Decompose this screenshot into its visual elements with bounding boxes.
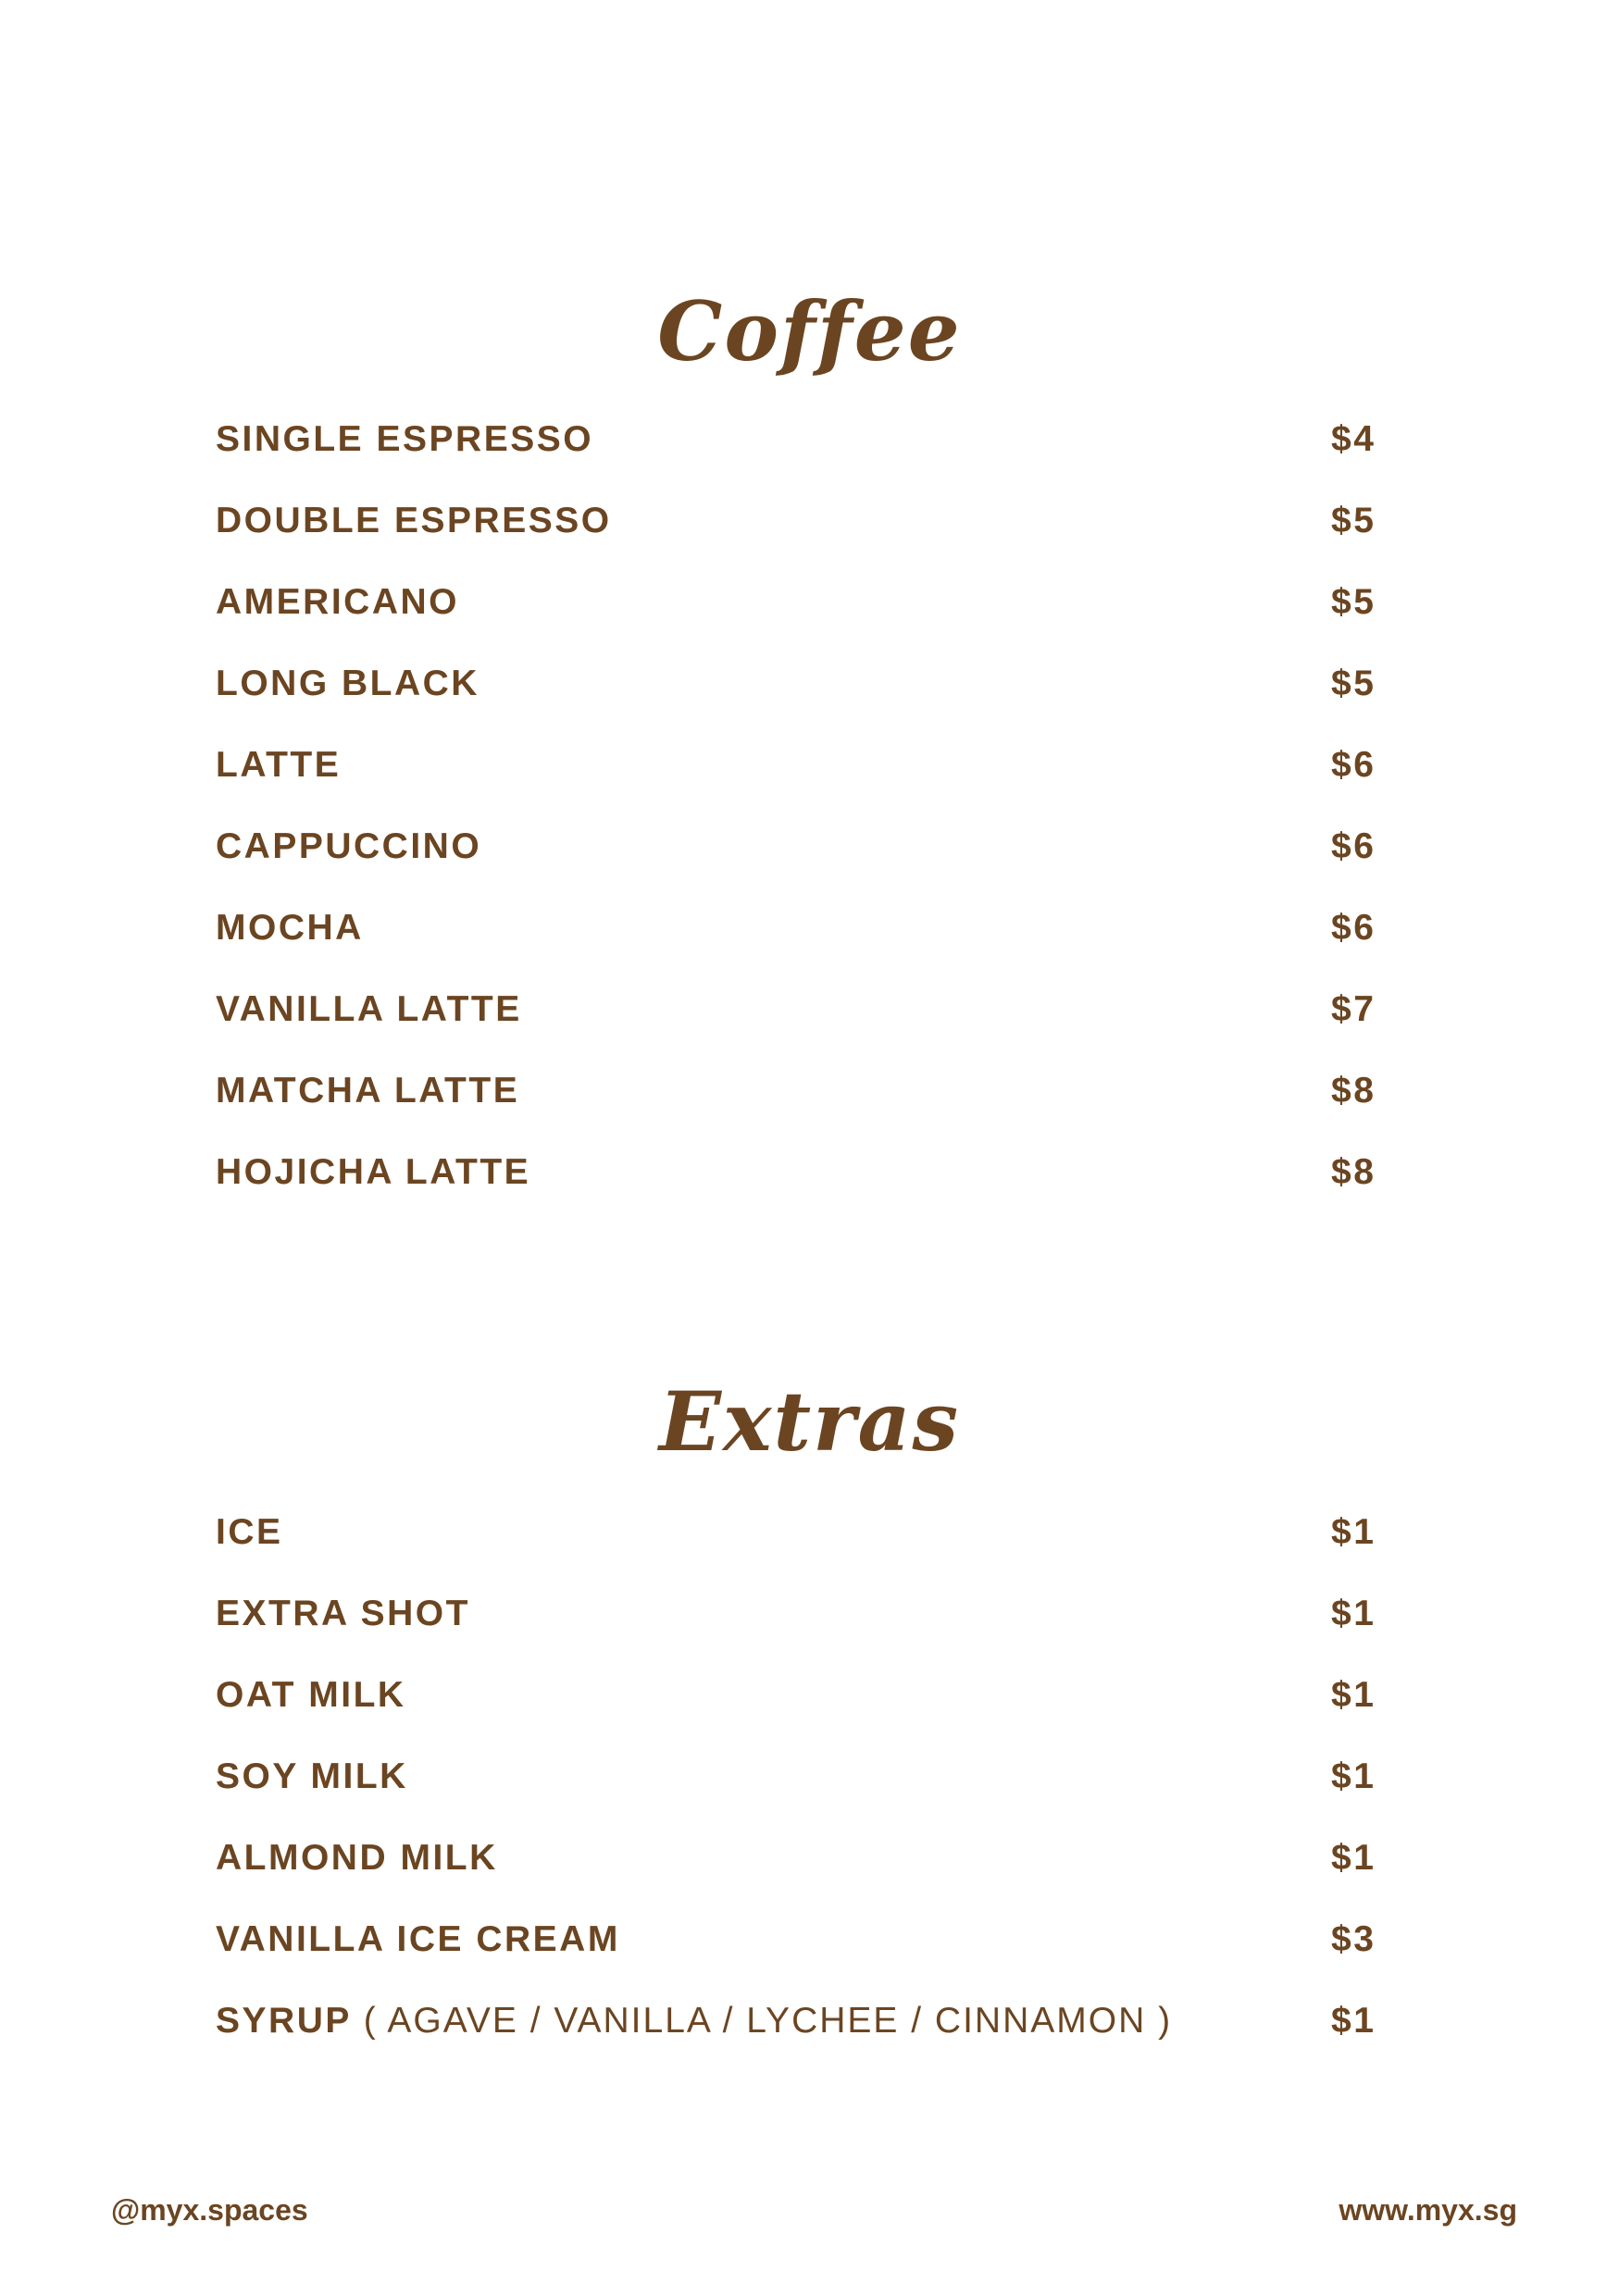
menu-item-row: [216, 1132, 1393, 1213]
menu-item-price: $1: [1331, 1675, 1376, 1715]
menu-item-price: $6: [1331, 908, 1376, 948]
menu-item-price: $1: [1331, 1594, 1376, 1633]
menu-item-row: [216, 480, 1393, 562]
menu-item-row: [216, 1980, 1393, 2062]
menu-item-row: [216, 562, 1393, 643]
menu-item-name: MATCHA LATTE: [216, 1071, 520, 1111]
menu-item-name: SOY MILK: [216, 1756, 408, 1796]
menu-item-name: AMERICANO: [216, 582, 459, 622]
menu-item-price: $1: [1331, 2001, 1376, 2041]
menu-item-row: [216, 1899, 1393, 1980]
menu-item-name: EXTRA SHOT: [216, 1594, 470, 1633]
menu-item-row: [216, 1818, 1393, 1899]
menu-item-row: [216, 806, 1393, 887]
extras-section-title: Extras: [658, 1373, 961, 1470]
menu-item-price: $1: [1331, 1756, 1376, 1796]
menu-item-price: $5: [1331, 664, 1376, 703]
website-url: www.myx.sg: [1339, 2193, 1517, 2227]
menu-item-price: $4: [1331, 419, 1376, 459]
menu-item-row: [216, 643, 1393, 725]
menu-item-name: ICE: [216, 1512, 283, 1552]
menu-item-price: $1: [1331, 1838, 1376, 1878]
menu-item-name: LONG BLACK: [216, 664, 479, 703]
menu-item-row: [216, 1655, 1393, 1736]
menu-item-row: [216, 1736, 1393, 1818]
menu-item-name: CAPPUCCINO: [216, 826, 482, 866]
menu-item-row: [216, 1492, 1393, 1573]
menu-item-name: SINGLE ESPRESSO: [216, 419, 594, 459]
menu-item-price: $5: [1331, 501, 1376, 540]
menu-item-row: [216, 725, 1393, 806]
menu-item-row: [216, 887, 1393, 969]
menu-item-name: ALMOND MILK: [216, 1838, 498, 1878]
menu-item-price: $6: [1331, 745, 1376, 785]
menu-item-price: $3: [1331, 1919, 1376, 1959]
menu-item-name: VANILLA ICE CREAM: [216, 1919, 620, 1959]
menu-item-row: [216, 1050, 1393, 1132]
menu-item-name: MOCHA: [216, 908, 364, 948]
menu-item-name: VANILLA LATTE: [216, 989, 522, 1029]
menu-item-price: $5: [1331, 582, 1376, 622]
menu-item-price: $8: [1331, 1152, 1376, 1192]
menu-item-row: [216, 399, 1393, 480]
coffee-menu-list: [216, 399, 1393, 1213]
menu-item-price: $8: [1331, 1071, 1376, 1111]
syrup-name: SYRUP: [216, 2001, 352, 2041]
menu-item-name: HOJICHA LATTE: [216, 1152, 531, 1192]
menu-item-price: $1: [1331, 1512, 1376, 1552]
menu-item-name: OAT MILK: [216, 1675, 406, 1715]
menu-item-name: DOUBLE ESPRESSO: [216, 501, 612, 540]
menu-item-name-with-options: [216, 1980, 1172, 2062]
menu-item-price: $7: [1331, 989, 1376, 1029]
menu-item-row: [216, 969, 1393, 1050]
syrup-options: ( AGAVE / VANILLA / LYCHEE / CINNAMON ): [351, 2001, 1173, 2041]
menu-item-row: [216, 1573, 1393, 1655]
extras-menu-list: [216, 1492, 1393, 2062]
instagram-handle: @myx.spaces: [111, 2193, 308, 2227]
menu-item-name: LATTE: [216, 745, 342, 785]
coffee-section-title: Coffee: [657, 283, 962, 379]
menu-item-price: $6: [1331, 826, 1376, 866]
